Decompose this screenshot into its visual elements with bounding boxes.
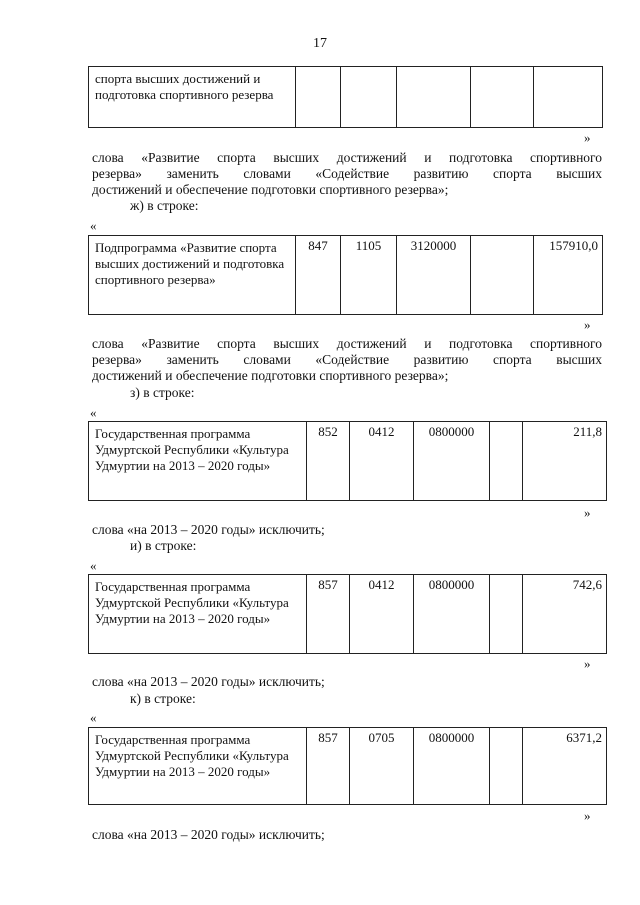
paragraph-line: слова «на 2013 – 2020 годы» исключить;	[92, 827, 325, 842]
table-cell	[396, 67, 470, 127]
table-cell: 0412	[349, 575, 413, 653]
table-cell-name: Государственная программа Удмуртской Республики «Культура Удмуртии на 2013 – 2020 годы»	[95, 732, 289, 779]
close-quote: »	[584, 317, 591, 332]
list-item-label: з) в строке:	[130, 385, 195, 400]
table-cell: 0412	[349, 422, 413, 500]
open-quote: «	[90, 405, 97, 420]
table-row	[88, 727, 607, 805]
table-cell	[295, 67, 340, 127]
table-row	[88, 66, 603, 128]
table-cell	[489, 728, 522, 804]
table-cell: 0800000	[413, 728, 489, 804]
table-cell	[470, 236, 533, 314]
table-row	[88, 421, 607, 501]
table-cell: 157910,0	[533, 236, 602, 314]
paragraph-line: достижений и обеспечение подготовки спортивного резерва»;	[92, 368, 449, 383]
table-cell: 0705	[349, 728, 413, 804]
table-cell-name: Подпрограмма «Развитие спорта высших достижений и подготовка спортивного резерва»	[95, 240, 285, 287]
table-cell	[340, 67, 396, 127]
open-quote: «	[90, 710, 97, 725]
list-item-label: и) в строке:	[130, 538, 197, 553]
list-item-label: ж) в строке:	[130, 198, 199, 213]
table-cell: 852	[306, 422, 349, 500]
table-cell-name: Государственная программа Удмуртской Республики «Культура Удмуртии на 2013 – 2020 годы»	[95, 426, 289, 473]
table-cell: 1105	[340, 236, 396, 314]
table-cell-name: Государственная программа Удмуртской Республики «Культура Удмуртии на 2013 – 2020 годы»	[95, 579, 289, 626]
paragraph-line: резерва» заменить словами «Содействие развитию спорта высших	[92, 352, 602, 367]
table-row	[88, 235, 603, 315]
table-row	[88, 574, 607, 654]
paragraph-line: слова «Развитие спорта высших достижений и подготовка спортивного	[92, 150, 602, 165]
table-cell	[489, 575, 522, 653]
close-quote: »	[584, 656, 591, 671]
page-number: 17	[313, 36, 327, 51]
paragraph-line: резерва» заменить словами «Содействие развитию спорта высших	[92, 166, 602, 181]
list-item-label: к) в строке:	[130, 691, 196, 706]
table-cell: 857	[306, 575, 349, 653]
close-quote: »	[584, 130, 591, 145]
paragraph-line: слова «на 2013 – 2020 годы» исключить;	[92, 522, 325, 537]
table-cell: 847	[295, 236, 340, 314]
table-cell-name: спорта высших достижений и подготовка спортивного резерва	[95, 71, 274, 102]
table-cell	[489, 422, 522, 500]
paragraph-line: достижений и обеспечение подготовки спортивного резерва»;	[92, 182, 449, 197]
close-quote: »	[584, 808, 591, 823]
table-cell: 857	[306, 728, 349, 804]
paragraph-line: слова «Развитие спорта высших достижений и подготовка спортивного	[92, 336, 602, 351]
table-cell: 6371,2	[522, 728, 606, 804]
table-cell: 0800000	[413, 575, 489, 653]
table-cell: 0800000	[413, 422, 489, 500]
close-quote: »	[584, 505, 591, 520]
table-cell: 742,6	[522, 575, 606, 653]
table-cell: 3120000	[396, 236, 470, 314]
open-quote: «	[90, 558, 97, 573]
table-cell	[470, 67, 533, 127]
table-cell	[533, 67, 602, 127]
table-cell: 211,8	[522, 422, 606, 500]
paragraph-line: слова «на 2013 – 2020 годы» исключить;	[92, 674, 325, 689]
open-quote: «	[90, 218, 97, 233]
